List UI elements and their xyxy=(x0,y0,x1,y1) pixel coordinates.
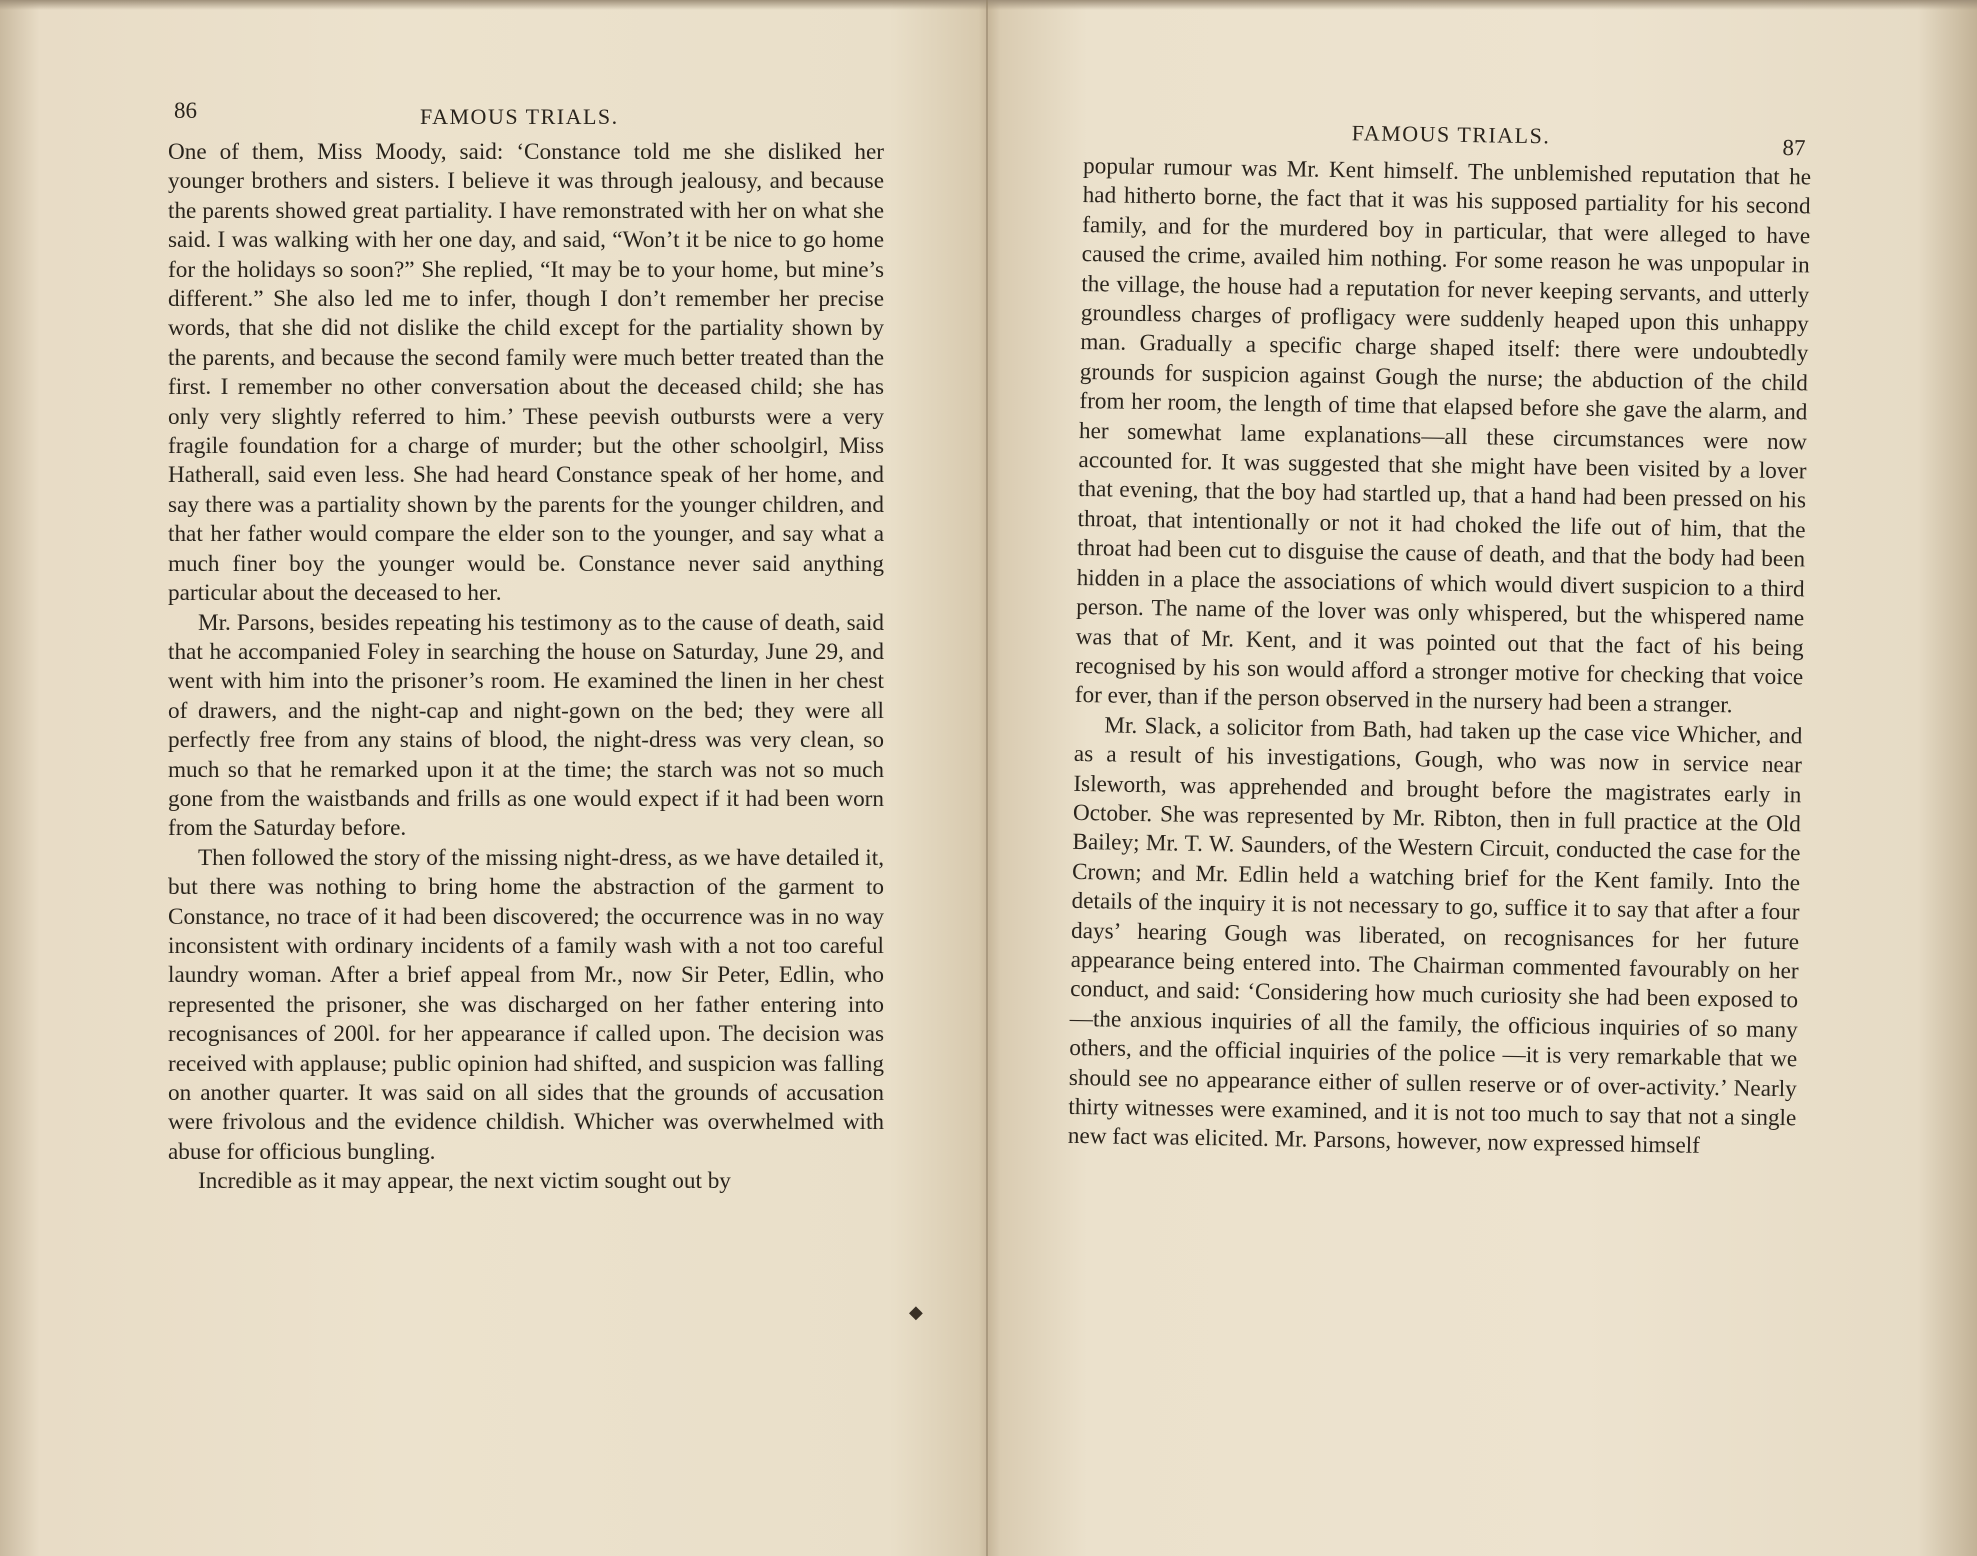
left-running-head: FAMOUS TRIALS. xyxy=(420,104,619,129)
paragraph: Then followed the story of the missing night-dress, as we have detailed it, but there was nothing to bring home the abstraction of the garment to Constance, no trace of it had been discovered; the occurrence was in no way inconsistent with ordinary incidents of a family wash with a not too careful laundry woman. After a brief appeal from Mr., now Sir Peter, Edlin, who represented the prisoner, she was discharged on her father entering into recognisances of 200l. for her appearance if called upon. The decision was received with applause; public opinion had shifted, and suspicion was falling on another quarter. It was said on all sides that the grounds of accusation were frivolous and the evidence childish. Whicher was overwhelmed with abuse for officious bungling. xyxy=(168,844,884,1165)
ink-speck: ◆ xyxy=(909,1302,923,1322)
paragraph: Mr. Slack, a solicitor from Bath, had taken up the case vice Whicher, and as a result of his investigations, Gough, who was now in service near Isleworth, was apprehended and brought before the magistrates early in October. She was represented by Mr. Ribton, then in full practice at the Old Bailey; Mr. T. W. Saunders, of the Western Circuit, conducted the case for the Crown; and Mr. Edlin held a watching brief for the Kent family. Into the details of the inquiry it is not necessary to go, suffice it to say that after a four days’ hearing Gough was liberated, on recognisances for her future appearance being entered into. The Chairman commented favourably on her conduct, and said: ‘Considering how much curiosity she had been exposed to—the anxious inquiries of all the family, the officious inquiries of so many others, and the official inquiries of the police —it is very remarkable that we should see no appearance either of sullen reserve or of over-activity.’ Nearly thirty witnesses were examined, and it is not too much to say that not a single new fact was elicited. Mr. Parsons, however, now expressed himself xyxy=(1067,712,1803,1160)
paragraph: Mr. Parsons, besides repeating his testimony as to the cause of death, said that he accompanied Foley in searching the house on Saturday, June 29, and went with him into the prisoner’s room. He examined the linen in her chest of drawers, and the night-cap and night-gown on the bed; they were all perfectly free from any stains of blood, the night-dress was very clean, so much so that he remarked upon it at the time; the starch was not so much gone from the waistbands and frills as one would expect if it had been worn from the Saturday before. xyxy=(168,609,884,842)
right-running-head: FAMOUS TRIALS. xyxy=(1351,120,1551,149)
paragraph: popular rumour was Mr. Kent himself. The unblemished reputation that he had hitherto borne, the fact that it was his supposed partiality for his second family, and for the murdered boy in particular, that were alleged to have caused the crime, availed him nothing. For some reason he was unpopular in the village, the house had a reputation for never keeping servants, and utterly groundless charges of profligacy were suddenly heaped upon this unhappy man. Gradually a specific charge shaped itself: there were undoubtedly grounds for suspicion against Gough the nurse; the abduction of the child from her room, the length of time that elapsed before she gave the alarm, and her somewhat lame explanations—all these circumstances were now accounted for. It was suggested that she might have been visited by a lover that evening, that the boy had startled up, that a hand had been pressed on his throat, that intentionally or not it had choked the life out of him, that the throat had been cut to disguise the cause of death, and that the body had been hidden in a place the associations of which would divert suspicion to a third person. The name of the lover was only whispered, but the whispered name was that of Mr. Kent, and it was pointed out that the fact of his being recognised by his son would afford a stronger motive for checking that voice for ever, than if the person observed in the nursery had been a stranger. xyxy=(1074,152,1812,719)
paragraph: One of them, Miss Moody, said: ‘Constance told me she disliked her younger brothers and sisters. I believe it was through jealousy, and because the parents showed great partiality. I have remonstrated with her on what she said. I was walking with her one day, and said, “Won’t it be nice to go home for the holidays so soon?” She replied, “It may be to your home, but mine’s different.” She also led me to infer, though I don’t remember her precise words, that she did not dislike the child except for the partiality shown by the parents, and because the second family were much better treated than the first. I remember no other conversation about the deceased child; she has only very slightly referred to him.’ These peevish outbursts were a very fragile foundation for a charge of murder; but the other schoolgirl, Miss Hatherall, said even less. She had heard Constance speak of her home, and say there was a partiality shown by the parents for the younger children, and that her father would compare the elder son to the younger, and say what a much finer boy the younger would be. Constance never said anything particular about the deceased to her. xyxy=(168,139,884,607)
top-edge-shadow xyxy=(0,0,1977,10)
left-page-number: 86 xyxy=(174,98,197,123)
right-page-number: 87 xyxy=(1782,134,1806,161)
paragraph: Incredible as it may appear, the next victim sought out by xyxy=(198,1168,731,1195)
book-gutter xyxy=(986,0,988,1556)
left-page-body xyxy=(168,138,884,1197)
right-page-body xyxy=(1068,152,1812,1163)
right-page xyxy=(1068,112,1812,1163)
left-page xyxy=(168,98,884,1197)
left-page-header xyxy=(168,98,884,138)
